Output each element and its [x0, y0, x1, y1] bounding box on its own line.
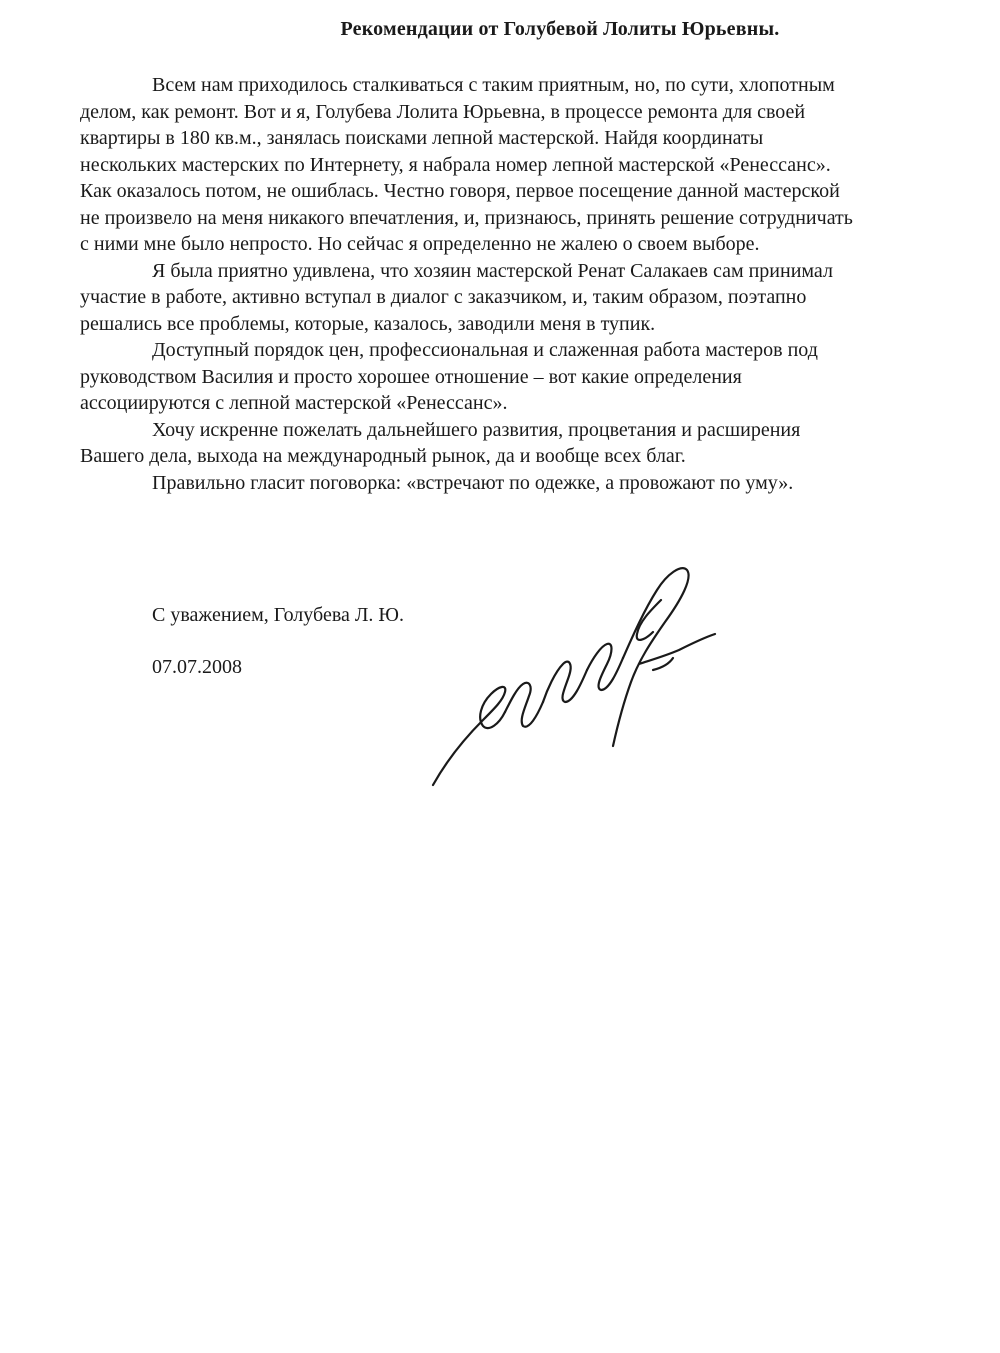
paragraph-4 — [80, 417, 1000, 470]
paragraph-line: ассоциируются с лепной мастерской «Ренессанс». — [80, 392, 508, 414]
letter-title: Рекомендации от Голубевой Лолиты Юрьевны. — [340, 18, 780, 40]
paragraph-line: Всем нам приходилось сталкиваться с таким приятным, но, по сути, хлопотным — [152, 74, 835, 96]
paragraph-line: решались все проблемы, которые, казалось, заводили меня в тупик. — [80, 312, 656, 335]
paragraph-line: не произвело на меня никакого впечатления, и, признаюсь, принять решение сотрудничать — [80, 206, 853, 229]
signature-stroke — [505, 683, 543, 727]
paragraph-line: участие в работе, активно вступал в диалог с заказчиком, и, таким образом, поэтапно — [80, 286, 807, 308]
handwritten-signature-icon — [425, 560, 725, 800]
paragraph-line: Доступный порядок цен, профессиональная и слаженная работа мастеров под — [152, 339, 818, 361]
paragraph-line: с ними мне было непросто. Но сейчас я определенно не жалею о своем выборе. — [80, 233, 760, 255]
letter-body — [80, 72, 1000, 496]
paragraph-line: Вашего дела, выхода на международный рынок, да и вообще всех благ. — [80, 445, 686, 467]
paragraph-line: Хочу искренне пожелать дальнейшего развития, процветания и расширения — [152, 418, 801, 441]
paragraph-3 — [80, 337, 1000, 417]
paragraph-line: Как оказалось потом, не ошиблась. Честно говоря, первое посещение данной мастерской — [80, 180, 840, 202]
closing-salutation: С уважением, Голубева Л. Ю. — [152, 604, 404, 626]
letter-date: 07.07.2008 — [152, 656, 242, 678]
paragraph-5 — [80, 470, 1000, 497]
paragraph-2 — [80, 258, 1000, 338]
paragraph-line: делом, как ремонт. Вот и я, Голубева Лолита Юрьевна, в процессе ремонта для своей — [80, 100, 806, 123]
paragraph-line: Я была приятно удивлена, что хозяин мастерской Ренат Салакаев сам принимал — [152, 259, 833, 282]
paragraph-1 — [80, 72, 1000, 258]
signature-stroke — [613, 568, 689, 746]
paragraph-line: руководством Василия и просто хорошее отношение – вот какие определения — [80, 365, 742, 388]
signature-stroke — [433, 687, 505, 785]
paragraph-line: Правильно гласит поговорка: «встречают по одежке, а провожают по уму». — [152, 471, 794, 494]
signature-stroke — [543, 662, 587, 702]
paragraph-line: квартиры в 180 кв.м., занялась поисками лепной мастерской. Найдя координаты — [80, 127, 764, 149]
signature-stroke — [639, 634, 715, 664]
paragraph-line: нескольких мастерских по Интернету, я набрала номер лепной мастерской «Ренессанс». — [80, 153, 831, 176]
signature-stroke — [587, 644, 623, 690]
signature-stroke — [653, 658, 673, 670]
